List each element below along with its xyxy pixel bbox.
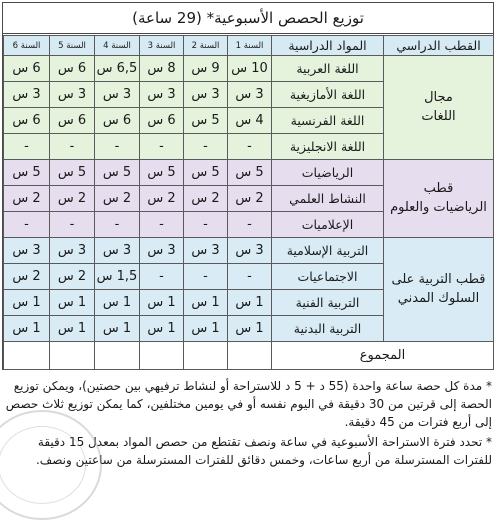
hours-cell: 3 س: [184, 82, 228, 108]
header-year-2: السنة 2: [184, 36, 228, 56]
hours-cell: 3 س: [50, 82, 95, 108]
hours-cell: -: [140, 264, 184, 290]
hours-cell: 6 س: [50, 108, 95, 134]
hours-cell: -: [4, 212, 50, 238]
hours-cell: 8 س: [140, 56, 184, 82]
hours-cell: -: [184, 264, 228, 290]
total-row: [4, 342, 494, 370]
hours-cell: 5 س: [50, 160, 95, 186]
total-cell: [95, 342, 140, 370]
subject-label: الاجتماعيات: [272, 264, 384, 290]
total-label: المجموع: [272, 342, 494, 370]
schedule-table: [3, 35, 494, 370]
subject-label: النشاط العلمي: [272, 186, 384, 212]
hours-cell: 3 س: [140, 238, 184, 264]
hours-cell: 2 س: [184, 186, 228, 212]
hours-cell: 3 س: [4, 238, 50, 264]
table-title: توزيع الحصص الأسبوعية* (29 ساعة): [2, 2, 494, 34]
subject-label: الإعلاميات: [272, 212, 384, 238]
hours-cell: 1 س: [50, 290, 95, 316]
hours-cell: 6 س: [4, 56, 50, 82]
subject-label: الرياضيات: [272, 160, 384, 186]
hours-cell: 1 س: [4, 316, 50, 342]
hours-cell: -: [228, 212, 272, 238]
subject-label: اللغة الفرنسية: [272, 108, 384, 134]
hours-cell: 6 س: [140, 108, 184, 134]
hours-cell: -: [228, 264, 272, 290]
header-year-6: السنة 6: [4, 36, 50, 56]
hours-cell: 3 س: [95, 82, 140, 108]
domain-civic: قطب التربية على السلوك المدني: [384, 238, 494, 342]
hours-cell: 2 س: [140, 186, 184, 212]
total-cell: [184, 342, 228, 370]
hours-cell: 5 س: [4, 160, 50, 186]
hours-cell: -: [140, 212, 184, 238]
hours-cell: -: [184, 212, 228, 238]
header-year-1: السنة 1: [228, 36, 272, 56]
hours-cell: -: [95, 212, 140, 238]
header-year-5: السنة 5: [50, 36, 95, 56]
hours-cell: 1 س: [228, 290, 272, 316]
hours-cell: 2 س: [4, 186, 50, 212]
total-cell: [228, 342, 272, 370]
header-subject: المواد الدراسية: [272, 36, 384, 56]
footnotes: [2, 377, 492, 471]
hours-cell: 6 س: [50, 56, 95, 82]
subject-label: اللغة الأمازيغية: [272, 82, 384, 108]
table-row: [4, 160, 494, 186]
hours-cell: 1 س: [50, 316, 95, 342]
hours-cell: 1 س: [184, 290, 228, 316]
hours-cell: 5 س: [228, 160, 272, 186]
hours-cell: 2 س: [228, 186, 272, 212]
hours-cell: 3 س: [4, 82, 50, 108]
hours-cell: 2 س: [95, 186, 140, 212]
hours-cell: -: [50, 212, 95, 238]
hours-cell: 6 س: [4, 108, 50, 134]
hours-cell: 10 س: [228, 56, 272, 82]
hours-cell: -: [4, 134, 50, 160]
hours-cell: 9 س: [184, 56, 228, 82]
header-year-4: السنة 4: [95, 36, 140, 56]
hours-cell: 3 س: [95, 238, 140, 264]
footnote-session-duration: * مدة كل حصة ساعة واحدة (55 د + 5 د للاستراحة أو لنشاط ترفيهي بين حصتين)، ويمكن توزيع الحصة إلى قرتين من 30 دقيقة في اليوم نفسه أو في يومين مختلفين، كما يمكن توزيع ثلاث حصص إلى أربع فترات من 45 دقيقة.: [5, 379, 492, 429]
subject-label: التربية البدنية: [272, 316, 384, 342]
hours-cell: 3 س: [184, 238, 228, 264]
hours-cell: 3 س: [50, 238, 95, 264]
hours-cell: -: [95, 134, 140, 160]
hours-cell: 2 س: [50, 186, 95, 212]
hours-cell: 1 س: [4, 290, 50, 316]
total-cell: [140, 342, 184, 370]
hours-cell: 5 س: [95, 160, 140, 186]
hours-cell: 1 س: [184, 316, 228, 342]
subject-label: اللغة الانجليزية: [272, 134, 384, 160]
hours-cell: 6 س: [95, 108, 140, 134]
header-row: [4, 36, 494, 56]
hours-cell: 1 س: [140, 290, 184, 316]
total-cell: [50, 342, 95, 370]
hours-cell: 5 س: [184, 160, 228, 186]
hours-cell: 2 س: [4, 264, 50, 290]
domain-languages: مجال اللغات: [384, 56, 494, 160]
hours-cell: 4 س: [228, 108, 272, 134]
header-year-3: السنة 3: [140, 36, 184, 56]
hours-cell: 3 س: [140, 82, 184, 108]
table-row: [4, 56, 494, 82]
hours-cell: 3 س: [228, 238, 272, 264]
subject-label: التربية الفنية: [272, 290, 384, 316]
header-domain: القطب الدراسي: [384, 36, 494, 56]
table-row: [4, 238, 494, 264]
footnote-break-period: * تحدد فترة الاستراحة الأسبوعية في ساعة ونصف تقتطع من حصص المواد بمعدل 15 دقيقة للفترات المسترسلة من أربع ساعات، وخمس دقائق للفترات المسترسلة من ساعتين ونصف.: [35, 435, 492, 467]
hours-cell: 1 س: [228, 316, 272, 342]
total-cell: [4, 342, 50, 370]
hours-cell: 1,5 س: [95, 264, 140, 290]
hours-cell: 1 س: [140, 316, 184, 342]
hours-cell: 5 س: [140, 160, 184, 186]
hours-cell: -: [140, 134, 184, 160]
subject-label: اللغة العربية: [272, 56, 384, 82]
subject-label: التربية الإسلامية: [272, 238, 384, 264]
hours-cell: 2 س: [50, 264, 95, 290]
hours-cell: 1 س: [95, 290, 140, 316]
hours-cell: 6,5 س: [95, 56, 140, 82]
hours-cell: 1 س: [95, 316, 140, 342]
hours-cell: 5 س: [184, 108, 228, 134]
hours-cell: 3 س: [228, 82, 272, 108]
hours-cell: -: [50, 134, 95, 160]
hours-cell: -: [228, 134, 272, 160]
hours-cell: -: [184, 134, 228, 160]
domain-math-sciences: قطب الرياضيات والعلوم: [384, 160, 494, 238]
